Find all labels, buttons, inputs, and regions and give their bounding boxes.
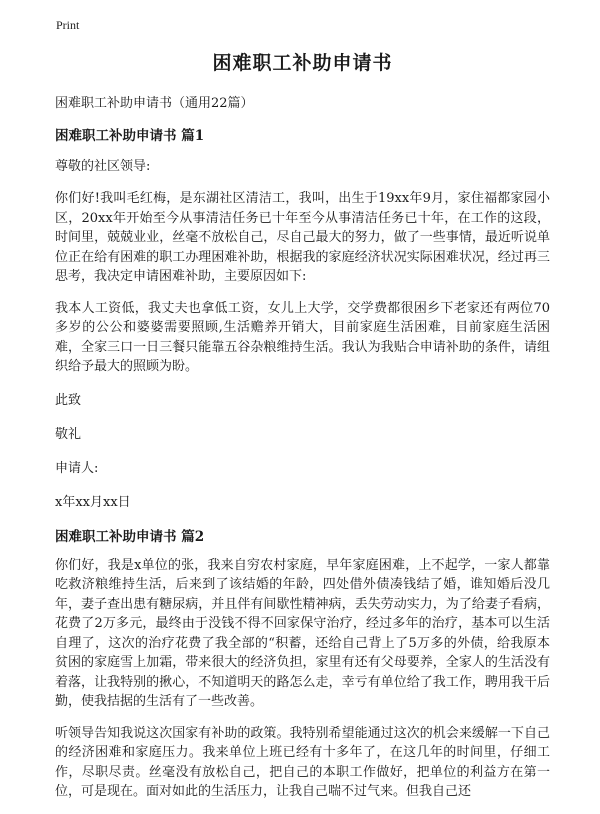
print-link[interactable]: Print: [56, 18, 80, 32]
paragraph: 你们好!我叫毛红梅，是东湖社区清洁工，我叫，出生于19xx年9月，家住福都家园小区，20xx年开始至今从事清洁任务已十年至今从事清洁任务已十年，在工作的这段，时间里，兢兢业业，丝毫不放松自己，尽自己最大的努力，做了一些事情，最近听说单位正在给有困难的职工办理困难补助，根据我的家庭经济状况实际困难状况，经过再三思考，我决定申请困难补助，主要原因如下:: [55, 191, 550, 284]
closing-regards: 敬礼: [55, 426, 82, 442]
paragraph: 我本人工资低，我丈夫也拿低工资，女儿上大学，交学费都很困乡下老家还有两位70多岁的公公和婆婆需要照顾,生活赡养开销大，目前家庭生活困难，目前家庭生活困难，全家三口一日三餐只能靠五谷杂粮维持生活。我认为我贴合申请补助的条件，请组织给予最大的照顾为盼。: [55, 300, 550, 374]
document-title: 困难职工补助申请书: [212, 52, 393, 74]
date-line: x年xx月xx日: [55, 494, 131, 510]
section-1-heading: 困难职工补助申请书 篇1: [55, 128, 205, 144]
document-body: [55, 48, 550, 814]
document-subtitle: 困难职工补助申请书（通用22篇）: [55, 96, 254, 111]
greeting: 尊敬的社区领导:: [55, 159, 151, 174]
applicant-label: 申请人:: [55, 460, 99, 476]
paragraph: 你们好，我是x单位的张，我来自穷农村家庭，早年家庭困难，上不起学，一家人都靠吃救济粮维持生活，后来到了该结婚的年龄，四处借外债凑钱结了婚，谁知婚后没几年，妻子查出患有糖尿病，并且伴有间歇性精神病，丢失劳动实力，为了给妻子看病，花费了2万多元，最终由于没钱不得不回家保守治疗，经过多年的治疗，基本可以生活自理了，这次的治疗花费了我全部的“积蓄，还给自己背上了5万多的外债，给我原本贫困的家庭雪上加霜，带来很大的经济负担，家里有还有父母要养，全家人的生活没有着落，让我特别的揪心，不知道明天的路怎么走，幸亏有单位给了我工作，聘用我干后勤，使我拮据的生活有了一些改善。: [55, 557, 550, 709]
section-2-heading: 困难职工补助申请书 篇2: [55, 528, 205, 545]
paragraph: 听领导告知我说这次国家有补助的政策。我特别希望能通过这次的机会来缓解一下自己的经济困难和家庭压力。我来单位上班已经有十多年了，在这几年的时间里，仔细工作，尽职尽责。丝毫没有放松自己，把自己的本职工作做好，把单位的利益方在第一位，可是现在。面对如此的生活压力，让我自己喘不过气来。但我自己还: [55, 725, 550, 799]
closing-salutation: 此致: [55, 392, 82, 408]
